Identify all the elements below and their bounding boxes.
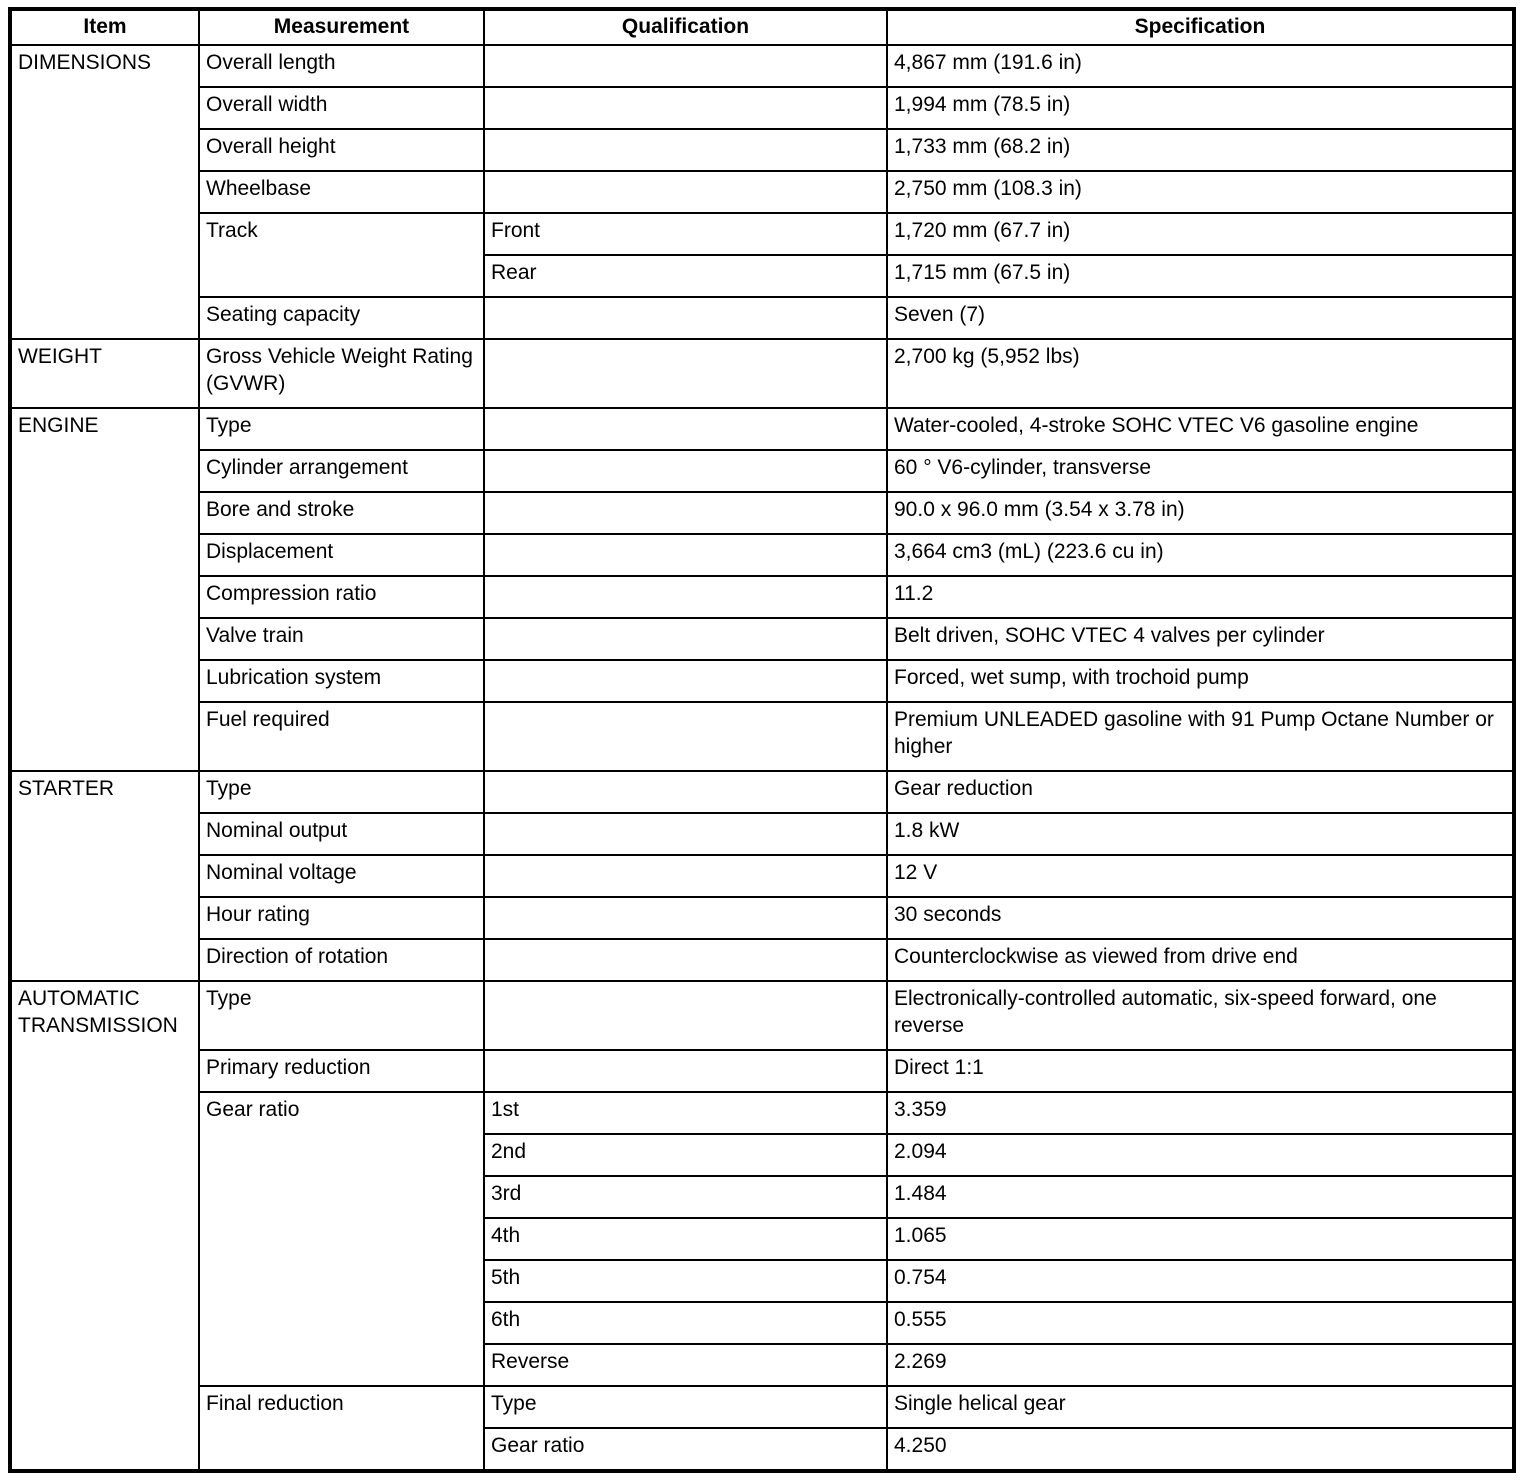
qualification-cell: Rear [484,255,887,297]
qualification-cell: 4th [484,1218,887,1260]
table-row [10,939,1514,981]
specification-cell: 0.754 [887,1260,1514,1302]
column-header-qualification: Qualification [484,9,887,45]
measurement-cell: Type [199,981,484,1050]
qualification-cell [484,171,887,213]
measurement-cell: Nominal voltage [199,855,484,897]
specification-cell: 1,994 mm (78.5 in) [887,87,1514,129]
qualification-cell [484,813,887,855]
measurement-cell: Track [199,213,484,297]
measurement-cell: Bore and stroke [199,492,484,534]
table-row [10,87,1514,129]
qualification-cell: 2nd [484,1134,887,1176]
measurement-cell: Seating capacity [199,297,484,339]
qualification-cell [484,618,887,660]
item-cell: DIMENSIONS [10,45,199,339]
item-cell: ENGINE [10,408,199,771]
specification-cell: 2,700 kg (5,952 lbs) [887,339,1514,408]
measurement-cell: Overall length [199,45,484,87]
specification-cell: 4,867 mm (191.6 in) [887,45,1514,87]
measurement-cell: Hour rating [199,897,484,939]
specification-cell: 90.0 x 96.0 mm (3.54 x 3.78 in) [887,492,1514,534]
specification-cell: 12 V [887,855,1514,897]
table-row [10,855,1514,897]
specification-cell: 1,733 mm (68.2 in) [887,129,1514,171]
specification-cell: Premium UNLEADED gasoline with 91 Pump Octane Number or higher [887,702,1514,771]
qualification-cell [484,660,887,702]
table-row [10,297,1514,339]
specification-cell: 4.250 [887,1428,1514,1471]
measurement-cell: Wheelbase [199,171,484,213]
qualification-cell [484,1050,887,1092]
qualification-cell [484,981,887,1050]
measurement-cell: Fuel required [199,702,484,771]
qualification-cell [484,939,887,981]
measurement-cell: Direction of rotation [199,939,484,981]
specification-cell: 1.8 kW [887,813,1514,855]
qualification-cell [484,576,887,618]
column-header-item: Item [10,9,199,45]
item-cell: AUTOMATIC TRANSMISSION [10,981,199,1471]
qualification-cell: 1st [484,1092,887,1134]
measurement-cell: Final reduction [199,1386,484,1471]
qualification-cell: Gear ratio [484,1428,887,1471]
table-row [10,408,1514,450]
table-row [10,702,1514,771]
item-cell: WEIGHT [10,339,199,408]
table-row [10,771,1514,813]
table-row [10,450,1514,492]
measurement-cell: Displacement [199,534,484,576]
specification-cell: Belt driven, SOHC VTEC 4 valves per cylinder [887,618,1514,660]
table-row [10,618,1514,660]
specification-cell: Forced, wet sump, with trochoid pump [887,660,1514,702]
table-row [10,213,1514,255]
qualification-cell [484,771,887,813]
specification-cell: Water-cooled, 4-stroke SOHC VTEC V6 gasoline engine [887,408,1514,450]
measurement-cell: Gross Vehicle Weight Rating (GVWR) [199,339,484,408]
specification-cell: 3,664 cm3 (mL) (223.6 cu in) [887,534,1514,576]
qualification-cell [484,45,887,87]
table-row [10,339,1514,408]
table-row [10,534,1514,576]
measurement-cell: Compression ratio [199,576,484,618]
specification-cell: 0.555 [887,1302,1514,1344]
table-row [10,813,1514,855]
qualification-cell: Front [484,213,887,255]
specification-cell: Seven (7) [887,297,1514,339]
specification-cell: Electronically-controlled automatic, six-speed forward, one reverse [887,981,1514,1050]
table-row [10,492,1514,534]
specification-cell: Direct 1:1 [887,1050,1514,1092]
qualification-cell [484,87,887,129]
qualification-cell: 3rd [484,1176,887,1218]
measurement-cell: Nominal output [199,813,484,855]
specification-cell: 1,720 mm (67.7 in) [887,213,1514,255]
specification-cell: 1.065 [887,1218,1514,1260]
measurement-cell: Gear ratio [199,1092,484,1386]
measurement-cell: Overall width [199,87,484,129]
table-row [10,1092,1514,1134]
qualification-cell [484,855,887,897]
qualification-cell [484,297,887,339]
qualification-cell: Type [484,1386,887,1428]
specification-cell: 1,715 mm (67.5 in) [887,255,1514,297]
measurement-cell: Lubrication system [199,660,484,702]
measurement-cell: Type [199,771,484,813]
item-cell: STARTER [10,771,199,981]
measurement-cell: Primary reduction [199,1050,484,1092]
qualification-cell [484,492,887,534]
qualification-cell [484,450,887,492]
specification-cell: 3.359 [887,1092,1514,1134]
column-header-specification: Specification [887,9,1514,45]
specification-cell: 11.2 [887,576,1514,618]
qualification-cell: Reverse [484,1344,887,1386]
table-row [10,129,1514,171]
header-row [10,9,1514,45]
table-row [10,897,1514,939]
measurement-cell: Cylinder arrangement [199,450,484,492]
vehicle-specifications-table [8,7,1516,1473]
qualification-cell: 5th [484,1260,887,1302]
specification-cell: 2,750 mm (108.3 in) [887,171,1514,213]
table-row [10,45,1514,87]
specification-cell: 60 ° V6-cylinder, transverse [887,450,1514,492]
column-header-measurement: Measurement [199,9,484,45]
qualification-cell [484,897,887,939]
table-row [10,981,1514,1050]
measurement-cell: Valve train [199,618,484,660]
specification-cell: Counterclockwise as viewed from drive end [887,939,1514,981]
qualification-cell [484,129,887,171]
specification-cell: Gear reduction [887,771,1514,813]
qualification-cell [484,534,887,576]
table-row [10,576,1514,618]
qualification-cell [484,408,887,450]
table-row [10,171,1514,213]
table-row [10,1386,1514,1428]
qualification-cell: 6th [484,1302,887,1344]
table-row [10,1050,1514,1092]
specification-cell: 2.094 [887,1134,1514,1176]
specification-cell: 1.484 [887,1176,1514,1218]
measurement-cell: Type [199,408,484,450]
specification-cell: 2.269 [887,1344,1514,1386]
specification-cell: 30 seconds [887,897,1514,939]
specification-cell: Single helical gear [887,1386,1514,1428]
table-row [10,660,1514,702]
qualification-cell [484,702,887,771]
measurement-cell: Overall height [199,129,484,171]
qualification-cell [484,339,887,408]
